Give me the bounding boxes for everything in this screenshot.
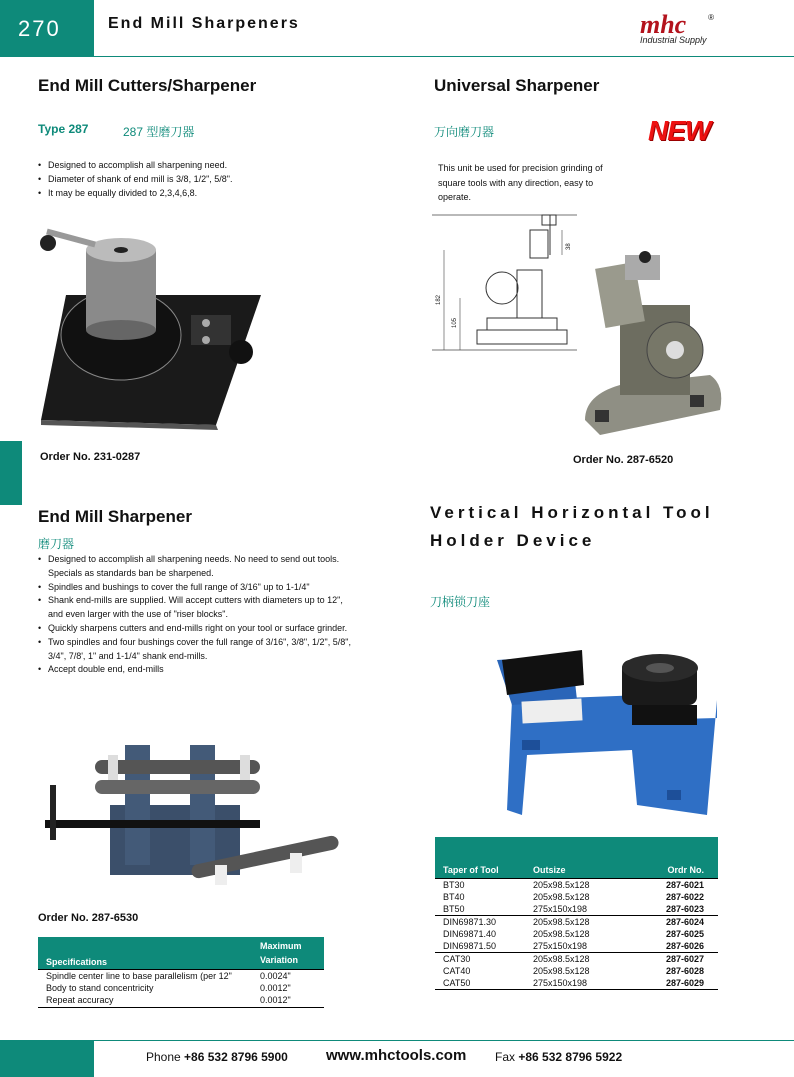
universal-sharpener-description: This unit be used for precision grinding of square tools with any direction, easy to operate. bbox=[438, 163, 603, 202]
logo-registered-mark: ® bbox=[708, 13, 714, 22]
taper-cell: DIN69871.40 bbox=[443, 928, 497, 939]
column-header: Ordr No. bbox=[667, 864, 704, 875]
taper-cell: CAT40 bbox=[443, 965, 471, 976]
taper-cell: CAT30 bbox=[435, 952, 525, 965]
list-item: • Shank end-mills are supplied. Will accept cutters with diameters up to 12", bbox=[38, 594, 398, 608]
order-number-cell: 287-6027 bbox=[631, 952, 718, 965]
column-header: Outsize bbox=[533, 864, 566, 875]
order-number-cell: 287-6026 bbox=[665, 940, 704, 951]
side-tab-marker bbox=[0, 441, 22, 505]
page-number: 270 bbox=[0, 0, 94, 57]
order-number-cell: 287-6028 bbox=[665, 965, 704, 976]
order-number-cell: 287-6025 bbox=[665, 928, 704, 939]
order-number-231-0287: Order No. 231-0287 bbox=[40, 451, 141, 463]
footer-website: www.mhctools.com bbox=[326, 1047, 467, 1064]
footer-divider bbox=[94, 1040, 794, 1041]
new-badge: NEW bbox=[648, 115, 711, 146]
type-label: Type 287 bbox=[38, 122, 89, 136]
section-title-universal-sharpener: Universal Sharpener bbox=[434, 76, 600, 95]
tool-holder-device-photo bbox=[492, 640, 717, 820]
outsize-cell: 275x150x198 bbox=[525, 977, 631, 990]
order-number-cell: 287-6022 bbox=[665, 891, 704, 902]
chinese-title-universal: 万向磨刀器 bbox=[434, 125, 495, 139]
table-row: Repeat accuracy 0.0012" bbox=[38, 994, 324, 1008]
list-item: • Spindles and bushings to cover the full range of 3/16" up to 1-1/4" bbox=[38, 581, 398, 595]
column-header: Taper of Tool bbox=[443, 864, 499, 875]
chinese-title-287: 287 型磨刀器 bbox=[123, 125, 195, 139]
table-header-row bbox=[435, 837, 718, 878]
table-row: Body to stand concentricity 0.0012" bbox=[46, 983, 291, 993]
list-item: • It may be equally divided to 2,3,4,6,8. bbox=[38, 187, 368, 201]
list-item: • Two spindles and four bushings cover the full range of 3/16", 3/8", 1/2", 5/8", bbox=[38, 636, 398, 650]
chinese-title-tool-holder: 刀柄锁刀座 bbox=[430, 595, 491, 609]
outsize-cell: 205x98.5x128 bbox=[533, 891, 590, 902]
list-item: • Designed to accomplish all sharpening needs. No need to send out tools. bbox=[38, 553, 398, 567]
table-row bbox=[435, 903, 718, 916]
outsize-cell: 275x150x198 bbox=[533, 903, 588, 914]
outsize-cell: 205x98.5x128 bbox=[533, 928, 590, 939]
list-item: • Diameter of shank of end mill is 3/8, 1/2", 5/8". bbox=[38, 173, 368, 187]
logo-tagline: Industrial Supply bbox=[640, 35, 707, 45]
outsize-cell: 205x98.5x128 bbox=[525, 915, 631, 928]
list-item-continuation: and even larger with the use of "riser blocks". bbox=[48, 609, 228, 620]
table-header-row: Specifications Maximum Variation bbox=[38, 937, 324, 970]
taper-cell: BT40 bbox=[443, 891, 465, 902]
section-title-vertical-horizontal: Vertical Horizontal Tool Holder Device bbox=[430, 503, 714, 550]
table-row bbox=[435, 891, 718, 903]
dimension-label-38: 38 bbox=[566, 243, 572, 250]
table-row bbox=[435, 915, 718, 928]
outsize-cell: 205x98.5x128 bbox=[525, 952, 631, 965]
list-item: • Accept double end, end-mills bbox=[38, 663, 398, 677]
table-row bbox=[435, 965, 718, 977]
table-row bbox=[435, 977, 718, 990]
list-item: • Designed to accomplish all sharpening need. bbox=[38, 159, 368, 173]
section-title-end-mill-sharpener: End Mill Sharpener bbox=[38, 507, 192, 526]
tool-holder-order-table bbox=[435, 837, 718, 990]
section-title-end-mill-cutters: End Mill Cutters/Sharpener bbox=[38, 76, 257, 95]
order-number-cell: 287-6021 bbox=[631, 878, 718, 891]
dimension-label-182: 182 bbox=[436, 294, 442, 305]
order-number-287-6520: Order No. 287-6520 bbox=[573, 454, 674, 466]
header-divider bbox=[94, 56, 794, 57]
order-number-cell: 287-6024 bbox=[631, 915, 718, 928]
taper-cell: BT30 bbox=[435, 878, 525, 891]
taper-cell: CAT50 bbox=[435, 977, 525, 990]
logo-wordmark: mhc bbox=[640, 10, 687, 39]
outsize-cell: 275x150x198 bbox=[533, 940, 588, 951]
page-title: End Mill Sharpeners bbox=[108, 15, 300, 32]
tool-holder-rows bbox=[435, 878, 718, 989]
table-row bbox=[435, 928, 718, 940]
list-item-continuation: 3/4", 7/8', 1" and 1-1/4" shank end-mills. bbox=[48, 650, 208, 661]
footer-color-block bbox=[0, 1040, 94, 1077]
table-row bbox=[435, 878, 718, 891]
order-number-287-6530: Order No. 287-6530 bbox=[38, 912, 139, 924]
taper-cell: BT50 bbox=[443, 903, 465, 914]
list-item-continuation: Specials as standards ban be sharpened. bbox=[48, 567, 214, 578]
table-row bbox=[435, 952, 718, 965]
feature-list-end-mill bbox=[38, 553, 398, 677]
taper-cell: DIN69871.30 bbox=[435, 915, 525, 928]
taper-cell: DIN69871.50 bbox=[443, 940, 497, 951]
end-mill-cutter-sharpener-photo bbox=[36, 225, 266, 430]
brand-logo bbox=[640, 10, 730, 47]
outsize-cell: 205x98.5x128 bbox=[533, 965, 590, 976]
universal-sharpener-dimension-drawing bbox=[432, 210, 582, 360]
footer-fax: Fax +86 532 8796 5922 bbox=[495, 1050, 623, 1064]
footer-phone: Phone +86 532 8796 5900 bbox=[146, 1050, 288, 1064]
table-row bbox=[435, 940, 718, 953]
specifications-table bbox=[38, 937, 324, 1008]
dimension-label-105: 105 bbox=[452, 317, 458, 328]
universal-sharpener-photo bbox=[580, 245, 725, 435]
chinese-title-end-mill: 磨刀器 bbox=[38, 537, 75, 551]
outsize-cell: 205x98.5x128 bbox=[525, 878, 631, 891]
table-row: Spindle center line to base parallelism (per 12" 0.0024" bbox=[38, 970, 324, 983]
order-number-cell: 287-6029 bbox=[631, 977, 718, 990]
list-item: • Quickly sharpens cutters and end-mills right on your tool or surface grinder. bbox=[38, 622, 398, 636]
end-mill-sharpener-photo bbox=[40, 735, 350, 905]
feature-list-287 bbox=[38, 159, 368, 200]
order-number-cell: 287-6023 bbox=[665, 903, 704, 914]
